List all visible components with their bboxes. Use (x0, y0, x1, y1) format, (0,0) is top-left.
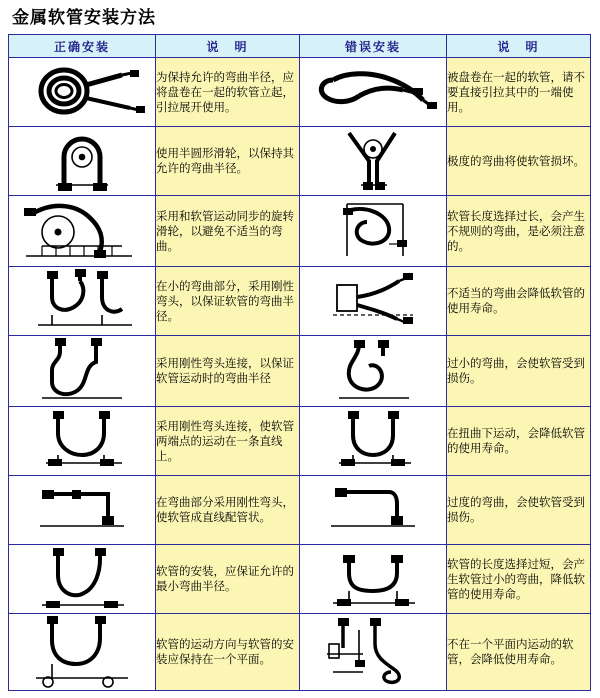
table-row (9, 476, 591, 545)
description-text: 过度的弯曲，会使软管受到损伤。 (447, 476, 591, 545)
figure-improper-bend-at-fitting (300, 267, 447, 336)
description-text: 软管的运动方向与软管的安装应保持在一个平面。 (156, 614, 300, 691)
description-text: 过小的弯曲，会使软管受到损伤。 (447, 336, 591, 407)
header-description-correct: 说 明 (156, 35, 300, 58)
table-row (9, 407, 591, 476)
page-title: 金属软管安装方法 (12, 8, 156, 28)
figure-rigid-elbow-straight-pipe-layout (9, 476, 156, 545)
figure-hose-installed-min-bend-radius (9, 545, 156, 614)
figure-hose-twisted-in-motion (300, 407, 447, 476)
description-text: 使用半圆形滑轮，以保持其允许的弯曲半径。 (156, 127, 300, 196)
figure-excessive-bend-at-corner (300, 476, 447, 545)
description-text: 软管的长度选择过短，会产生软管过小的弯曲，降低软管的使用寿命。 (447, 545, 591, 614)
table-row (9, 196, 591, 267)
table-header-row (9, 35, 591, 58)
description-text: 采用刚性弯头连接，以保证软管运动时的弯曲半径 (156, 336, 300, 407)
table-row (9, 336, 591, 407)
header-description-wrong: 说 明 (447, 35, 591, 58)
figure-hose-too-long-irregular-bend (300, 196, 447, 267)
table-row (9, 127, 591, 196)
figure-rigid-elbow-both-ends-straight-line (9, 407, 156, 476)
table-row (9, 614, 591, 691)
description-text: 在扭曲下运动，会降低软管的使用寿命。 (447, 407, 591, 476)
description-text: 在小的弯曲部分，采用刚性弯头，以保证软管的弯曲半径。 (156, 267, 300, 336)
figure-rigid-elbow-at-small-bend (9, 267, 156, 336)
figure-coiled-hose-standing-upright (9, 58, 156, 127)
description-text: 不适当的弯曲会降低软管的使用寿命。 (447, 267, 591, 336)
figure-hose-bent-sharply-at-pulley (300, 127, 447, 196)
description-text: 被盘卷在一起的软管，请不要直接引拉其中的一端使用。 (447, 58, 591, 127)
description-text: 软管长度选择过长，会产生不规则的弯曲，是必须注意的。 (447, 196, 591, 267)
header-wrong-install: 错误安装 (300, 35, 447, 58)
description-text: 为保持允许的弯曲半径，应将盘卷在一起的软管立起，引拉展开使用。 (156, 58, 300, 127)
figure-coiled-hose-pulled-from-center (300, 58, 447, 127)
figure-over-tight-u-bend (300, 336, 447, 407)
figure-hose-too-long-small-bend (300, 545, 447, 614)
figure-hose-over-semicircular-sheave (9, 127, 156, 196)
description-text: 不在一个平面内运动的软管，会降低使用寿命。 (447, 614, 591, 691)
description-text: 软管的安装，应保证允许的最小弯曲半径。 (156, 545, 300, 614)
hose-installation-table (8, 34, 591, 691)
header-correct-install: 正确安装 (9, 35, 156, 58)
description-text: 在弯曲部分采用刚性弯头，使软管成直线配管状。 (156, 476, 300, 545)
figure-hose-motion-out-of-plane (300, 614, 447, 691)
description-text: 极度的弯曲将使软管损坏。 (447, 127, 591, 196)
table-row (9, 58, 591, 127)
figure-rigid-elbow-connection-u-loop (9, 336, 156, 407)
table-row (9, 267, 591, 336)
description-text: 采用和软管运动同步的旋转滑轮，以避免不适当的弯曲。 (156, 196, 300, 267)
figure-hose-motion-in-same-plane (9, 614, 156, 691)
description-text: 采用刚性弯头连接，使软管两端点的运动在一条直线上。 (156, 407, 300, 476)
figure-hose-with-synchronized-rotating-sheave (9, 196, 156, 267)
table-row (9, 545, 591, 614)
